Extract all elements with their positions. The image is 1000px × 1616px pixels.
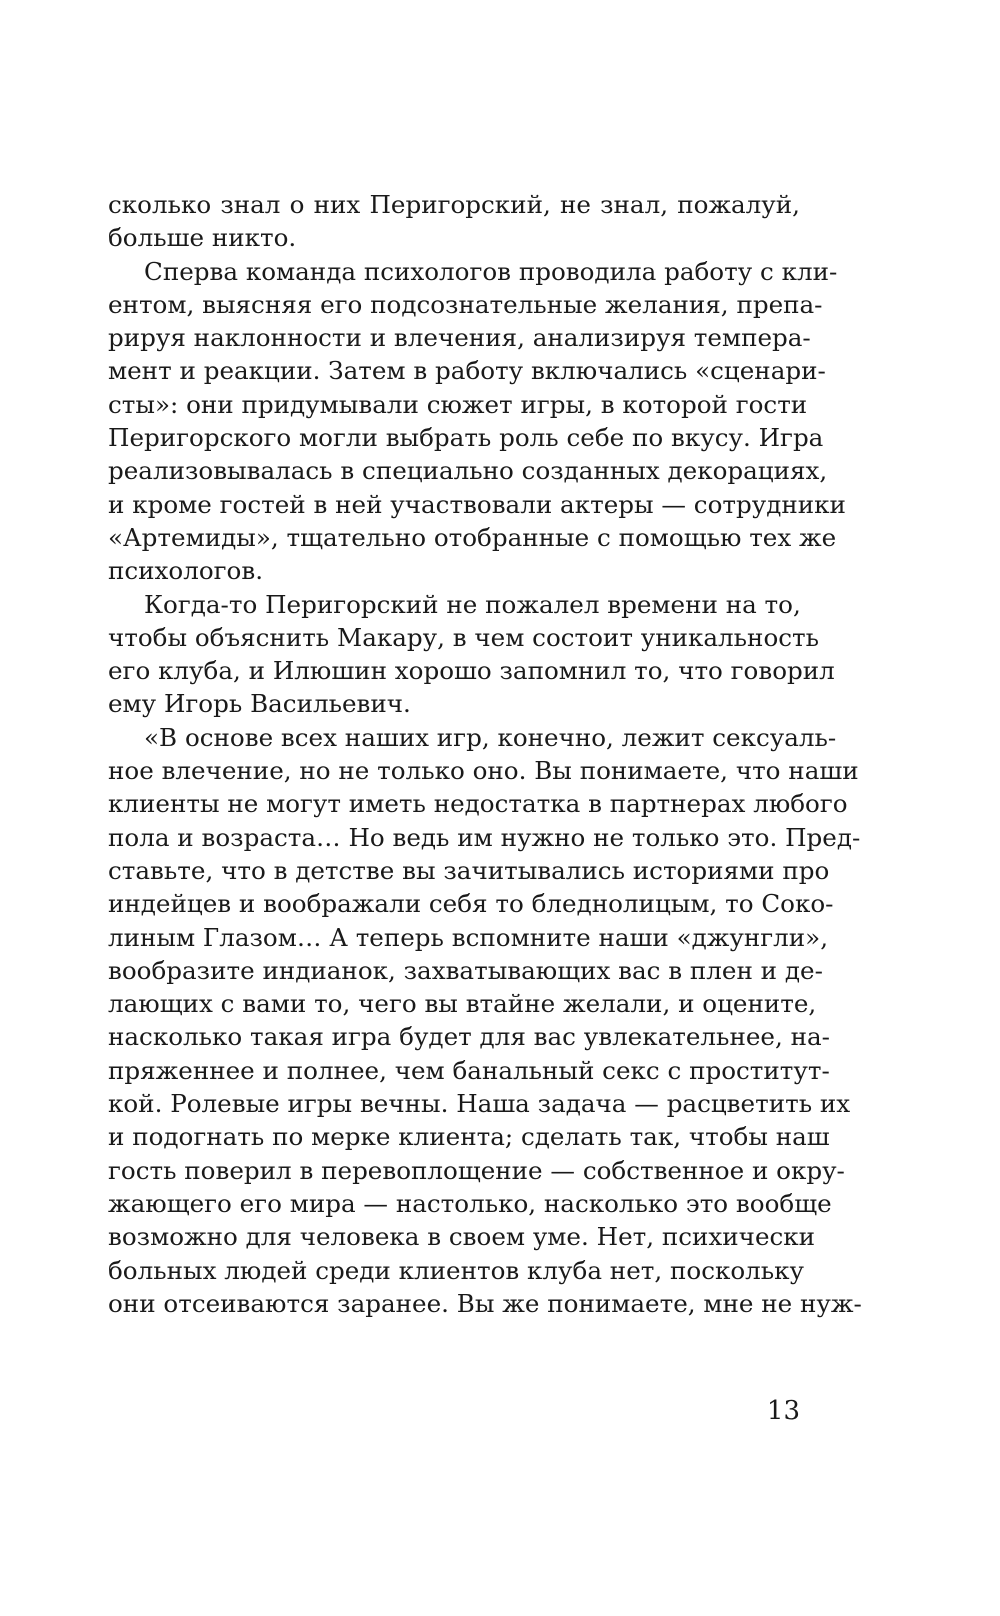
text-line: насколько такая игра будет для вас увлекательнее, на-: [108, 1022, 830, 1052]
text-line: клиенты не могут иметь недостатка в партнерах любого: [108, 789, 848, 819]
text-line: и подогнать по мерке клиента; сделать так, чтобы наш: [108, 1122, 830, 1152]
text-line: реализовывалась в специально созданных декорациях,: [108, 456, 828, 486]
text-line: чтобы объяснить Макару, в чем состоит уникальность: [108, 622, 820, 652]
text-line: кой. Ролевые игры вечны. Наша задача — расцветить их: [108, 1089, 851, 1119]
text-line: психологов.: [108, 556, 264, 586]
text-line: Сперва команда психологов проводила работу с кли-: [144, 256, 838, 286]
book-page-text: [108, 188, 862, 1320]
text-line: рируя наклонности и влечения, анализируя темпера-: [108, 323, 811, 353]
text-line: индейцев и воображали себя то бледнолицым, то Соко-: [108, 889, 834, 919]
text-line: «Артемиды», тщательно отобранные с помощью тех же: [108, 522, 837, 552]
paragraph-3: [108, 588, 835, 721]
text-line: сколько знал о них Перигорский, не знал, пожалуй,: [108, 190, 800, 219]
text-line: гость поверил в перевоплощение — собственное и окру-: [108, 1155, 845, 1185]
text-line: пряженнее и полнее, чем банальный секс с проститут-: [108, 1055, 830, 1085]
text-line: ентом, выясняя его подсознательные желания, препа-: [108, 289, 823, 319]
text-line: лающих с вами то, чего вы втайне желали, и оцените,: [108, 989, 817, 1019]
text-line: вообразите индианок, захватывающих вас в плен и де-: [108, 955, 823, 985]
text-line: ное влечение, но не только оно. Вы понимаете, что наши: [108, 756, 859, 786]
text-line: больше никто.: [108, 223, 297, 253]
text-line: сты»: они придумывали сюжет игры, в которой гости: [108, 389, 808, 419]
text-line: возможно для человека в своем уме. Нет, психически: [108, 1222, 816, 1252]
paragraph-4: [108, 721, 862, 1320]
text-line: мент и реакции. Затем в работу включались «сценари-: [108, 356, 826, 386]
text-line: пола и возраста… Но ведь им нужно не только это. Пред-: [108, 822, 861, 852]
text-line: и кроме гостей в ней участвовали актеры — сотрудники: [108, 489, 846, 519]
text-line: Перигорского могли выбрать роль себе по вкусу. Игра: [108, 423, 824, 453]
text-line: больных людей среди клиентов клуба нет, поскольку: [108, 1255, 804, 1285]
text-line: его клуба, и Илюшин хорошо запомнил то, что говорил: [108, 656, 835, 686]
text-line: они отсеиваются заранее. Вы же понимаете, мне не нуж-: [108, 1288, 862, 1318]
page-number: 13: [766, 1396, 800, 1426]
paragraph-2: [108, 255, 846, 588]
text-line: ставьте, что в детстве вы зачитывались историями про: [108, 855, 830, 885]
text-line: «В основе всех наших игр, конечно, лежит сексуаль-: [144, 722, 837, 752]
text-line: жающего его мира — настолько, насколько это вообще: [108, 1188, 832, 1218]
text-line: линым Глазом… А теперь вспомните наши «джунгли»,: [108, 922, 829, 952]
text-line: ему Игорь Васильевич.: [108, 689, 411, 719]
text-line: Когда-то Перигорский не пожалел времени на то,: [144, 589, 801, 619]
paragraph-1: [108, 188, 800, 255]
